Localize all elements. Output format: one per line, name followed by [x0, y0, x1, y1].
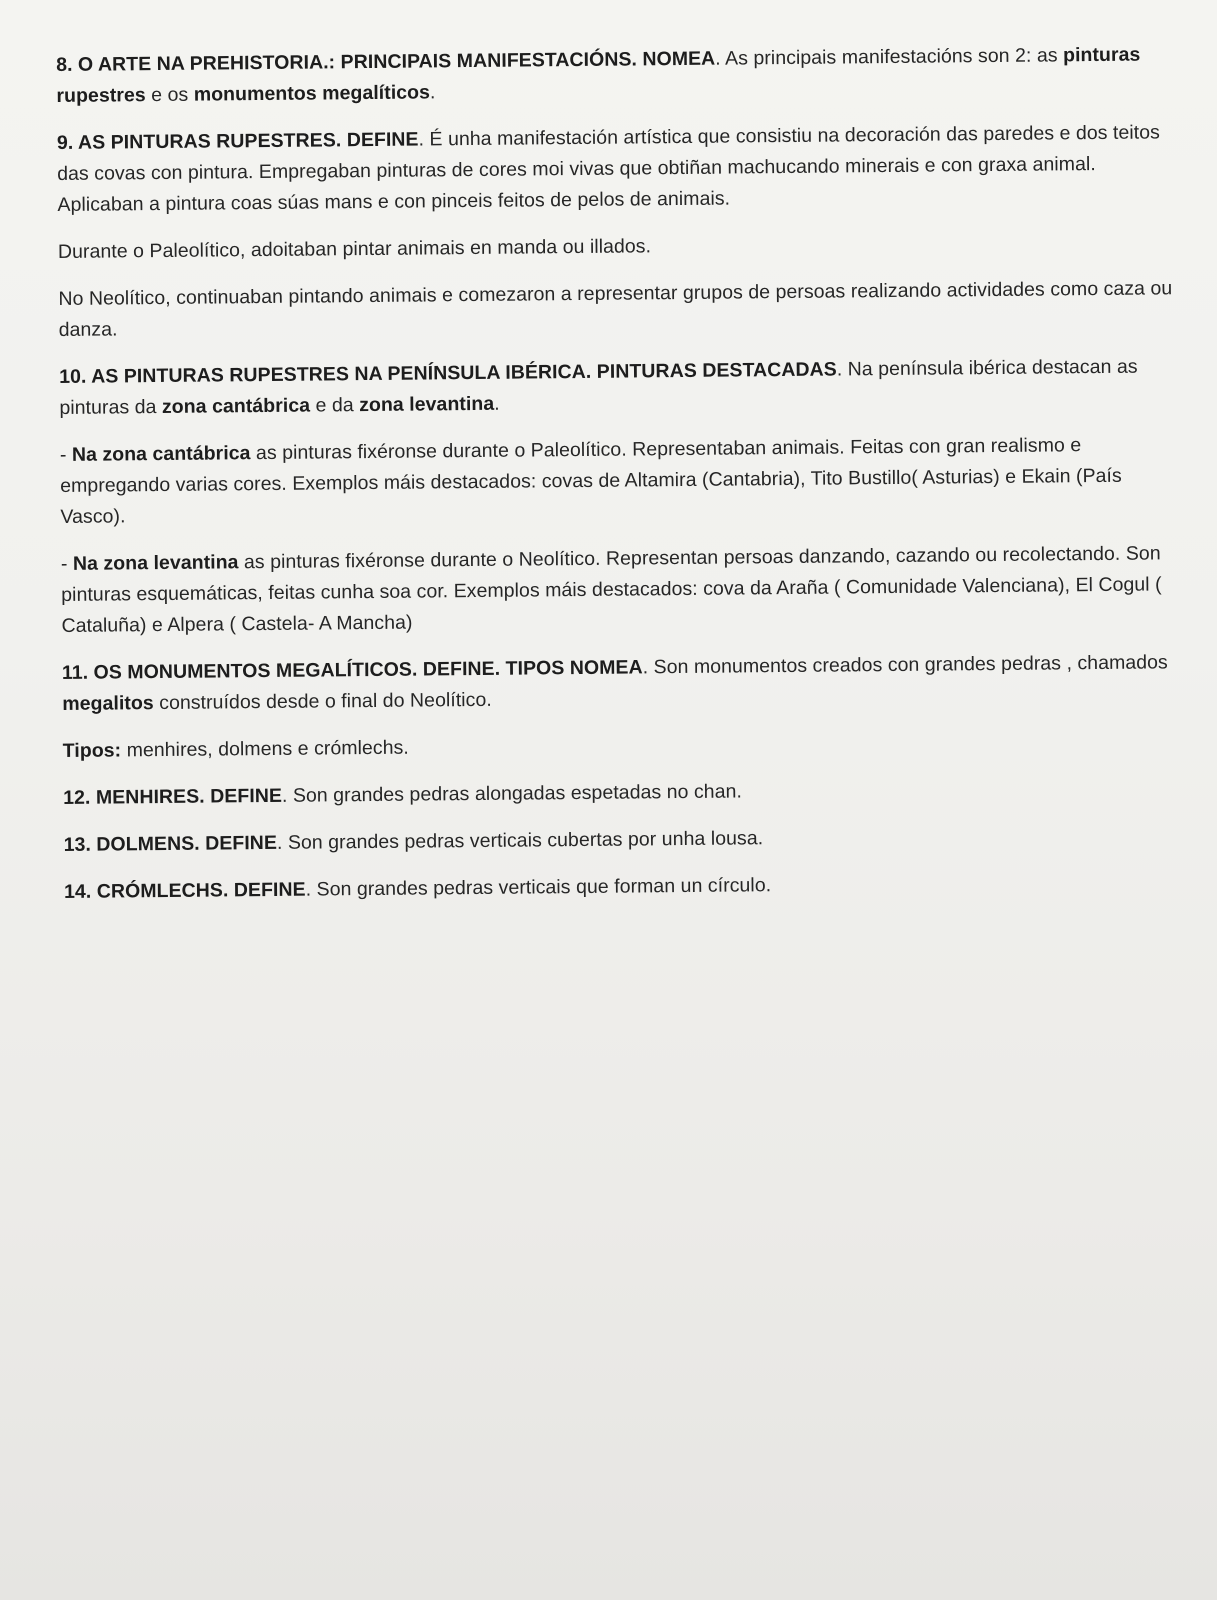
bold-term: monumentos megalíticos	[193, 81, 431, 106]
bold-term: zona levantina	[359, 392, 495, 417]
heading-12: 12. MENHIRES. DEFINE	[63, 784, 283, 809]
text-span: construídos desde o final do Neolítico.	[153, 688, 492, 715]
paragraph-9-neolitico	[58, 273, 1179, 346]
paragraph-9-paleolitico	[58, 226, 1178, 268]
paragraph-8	[56, 39, 1177, 112]
paragraph-10-levantina	[61, 538, 1182, 642]
text-span: Durante o Paleolítico, adoitaban pintar animais en manda ou illados.	[57, 235, 652, 263]
text-span: -	[60, 552, 74, 575]
paragraph-13	[63, 819, 1183, 861]
text-span: e os	[145, 83, 194, 107]
text-span: .	[494, 392, 500, 415]
paragraph-12	[63, 772, 1183, 814]
bold-term: Na zona levantina	[72, 551, 239, 575]
text-span: as pinturas fixéronse durante o Neolítico. Representan persoas danzando, cazando ou recolectando. Son pinturas esquemáticas, feitas cunha soa cor. Exemplos máis destacados: cova da Araña ( Comunidade Valenciana), El Cogul ( Cataluña) e Alpera ( Castela- A Mancha)	[61, 542, 1162, 637]
text-span: . É unha manifestación artística que consistiu na decoración das paredes e dos teitos das covas con pintura. Empregaban pinturas de cores moi vivas que obtiñan machucando minerais e con graxa animal. Aplicaban a pintura coas súas mans e con pinceis feitos de pelos de animais.	[57, 121, 1160, 216]
paragraph-10-cantabrica	[60, 429, 1181, 533]
heading-9: 9. AS PINTURAS RUPESTRES. DEFINE	[56, 128, 419, 154]
text-span: -	[59, 443, 73, 466]
paragraph-10	[59, 351, 1180, 424]
bold-term: Tipos:	[62, 739, 122, 762]
text-span: e da	[309, 394, 360, 417]
text-span: No Neolítico, continuaban pintando animais e comezaron a representar grupos de persoas realizando actividades como caza ou danza.	[58, 277, 1173, 341]
heading-10: 10. AS PINTURAS RUPESTRES NA PENÍNSULA IBÉRICA. PINTURAS DESTACADAS	[59, 358, 837, 388]
text-span: . As principais manifestacións son 2: as	[715, 44, 1064, 70]
bold-term: Na zona cantábrica	[71, 442, 251, 466]
heading-8: 8. O ARTE NA PREHISTORIA.: PRINCIPAIS MANIFESTACIÓNS. NOMEA	[56, 47, 716, 76]
text-span: . Son monumentos creados con grandes pedras , chamados	[642, 651, 1168, 679]
bold-term: pinturas rupestres	[56, 43, 1141, 107]
paragraph-14	[64, 866, 1184, 908]
heading-11: 11. OS MONUMENTOS MEGALÍTICOS. DEFINE. TIPOS NOMEA	[61, 656, 643, 684]
heading-14: 14. CRÓMLECHS. DEFINE	[63, 878, 306, 903]
heading-13: 13. DOLMENS. DEFINE	[63, 831, 278, 856]
text-span: .	[429, 81, 436, 104]
paragraph-11	[62, 647, 1183, 720]
text-span: . Son grandes pedras alongadas espetadas no chan.	[281, 780, 743, 807]
text-span: . Son grandes pedras verticais que forman un círculo.	[305, 874, 772, 901]
paragraph-9	[57, 117, 1178, 221]
document-body	[56, 39, 1184, 924]
text-span: . Na península ibérica destacan as pinturas da	[59, 355, 1138, 419]
text-span: as pinturas fixéronse durante o Paleolítico. Representaban animais. Feitas con gran realismo e empregando varias cores. Exemplos máis destacados: covas de Altamira (Cantabria), Tito Bustillo( Asturias) e Ekain (País Vasco).	[60, 434, 1122, 528]
paragraph-11-tipos	[63, 725, 1183, 767]
bold-term: zona cantábrica	[161, 394, 311, 418]
bold-term: megalitos	[62, 692, 154, 715]
text-span: . Son grandes pedras verticais cubertas por unha lousa.	[276, 827, 764, 854]
text-span: menhires, dolmens e crómlechs.	[121, 736, 409, 762]
